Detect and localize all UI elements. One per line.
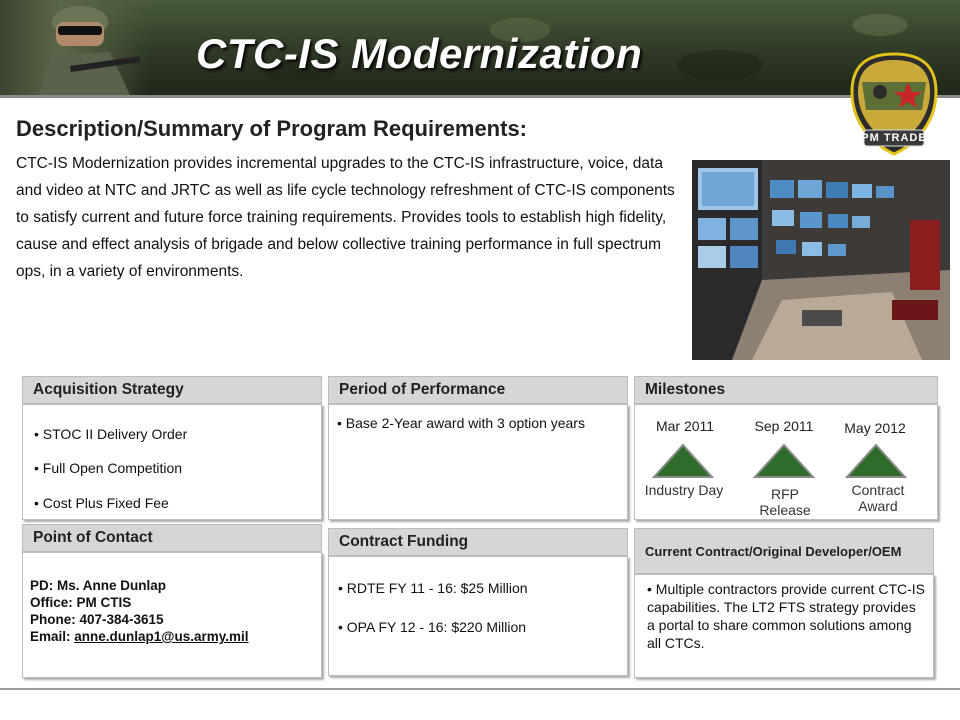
contact-email-link[interactable]: anne.dunlap1@us.army.mil [74,629,249,644]
milestone-triangle-icon [845,443,907,479]
contact-office: Office: PM CTIS [30,595,132,610]
contact-email-label: Email: [30,629,75,644]
footer-divider [0,688,960,690]
contract-funding-panel [328,556,628,676]
milestones-title: Milestones [645,381,726,398]
contract-funding-title: Contract Funding [339,533,469,550]
header-divider [0,95,960,98]
contact-email-row [30,628,248,645]
current-contract-title: Current Contract/Original Developer/OEM [645,543,902,559]
milestone-date: Sep 2011 [754,418,814,434]
current-contract-header [634,528,934,574]
soldier-image [0,0,150,95]
point-of-contact-header [22,524,322,552]
acquisition-item: • STOC II Delivery Order [34,426,187,442]
control-room-photo [692,160,950,360]
page-title: CTC-IS Modernization [196,30,643,77]
milestone-label: Contract Award [851,482,905,514]
acquisition-item: • Cost Plus Fixed Fee [34,495,169,511]
period-of-performance-title: Period of Performance [339,381,506,398]
period-of-performance-header [328,376,628,404]
milestone-triangle-icon [753,443,815,479]
point-of-contact-title: Point of Contact [33,529,153,546]
contract-funding-header [328,528,628,556]
contact-pd: PD: Ms. Anne Dunlap [30,578,167,593]
pm-trade-logo-text: PM TRADE [861,132,927,144]
contact-phone: Phone: 407-384-3615 [30,612,164,627]
pm-trade-logo [850,52,938,156]
current-contract-bullet: • [647,581,656,597]
milestone-label: RFP Release [759,486,811,518]
contact-details [30,577,248,645]
acquisition-item: • Full Open Competition [34,460,182,476]
milestone-date: Mar 2011 [655,418,715,434]
current-contract-text [647,580,927,652]
milestone-date: May 2012 [844,420,906,436]
milestone-triangle-icon [652,443,714,479]
header-banner [0,0,960,95]
performance-item: • Base 2-Year award with 3 option years [337,415,585,431]
acquisition-strategy-title: Acquisition Strategy [33,381,184,398]
milestones-header [634,376,938,404]
funding-item: • RDTE FY 11 - 16: $25 Million [338,580,528,596]
current-contract-description: Multiple contractors provide current CTC-IS capabilities. The LT2 FTS strategy provides a portal to share common solutions among all CTCs. [647,581,925,651]
acquisition-strategy-header [22,376,322,404]
description-text: CTC-IS Modernization provides incremental upgrades to the CTC-IS infrastructure, voice, data and video at NTC and JRTC as well as life cycle technology refreshment of CTC-IS components to satisfy current and future force training requirements. Provides tools to establish high fidelity, cause and effect analysis of brigade and below collective training performance in full spectrum ops, in a variety of environments. [16,155,675,280]
description-heading: Description/Summary of Program Requirements: [16,116,528,141]
funding-item: • OPA FY 12 - 16: $220 Million [338,619,526,635]
milestone-label: Industry Day [644,482,724,498]
